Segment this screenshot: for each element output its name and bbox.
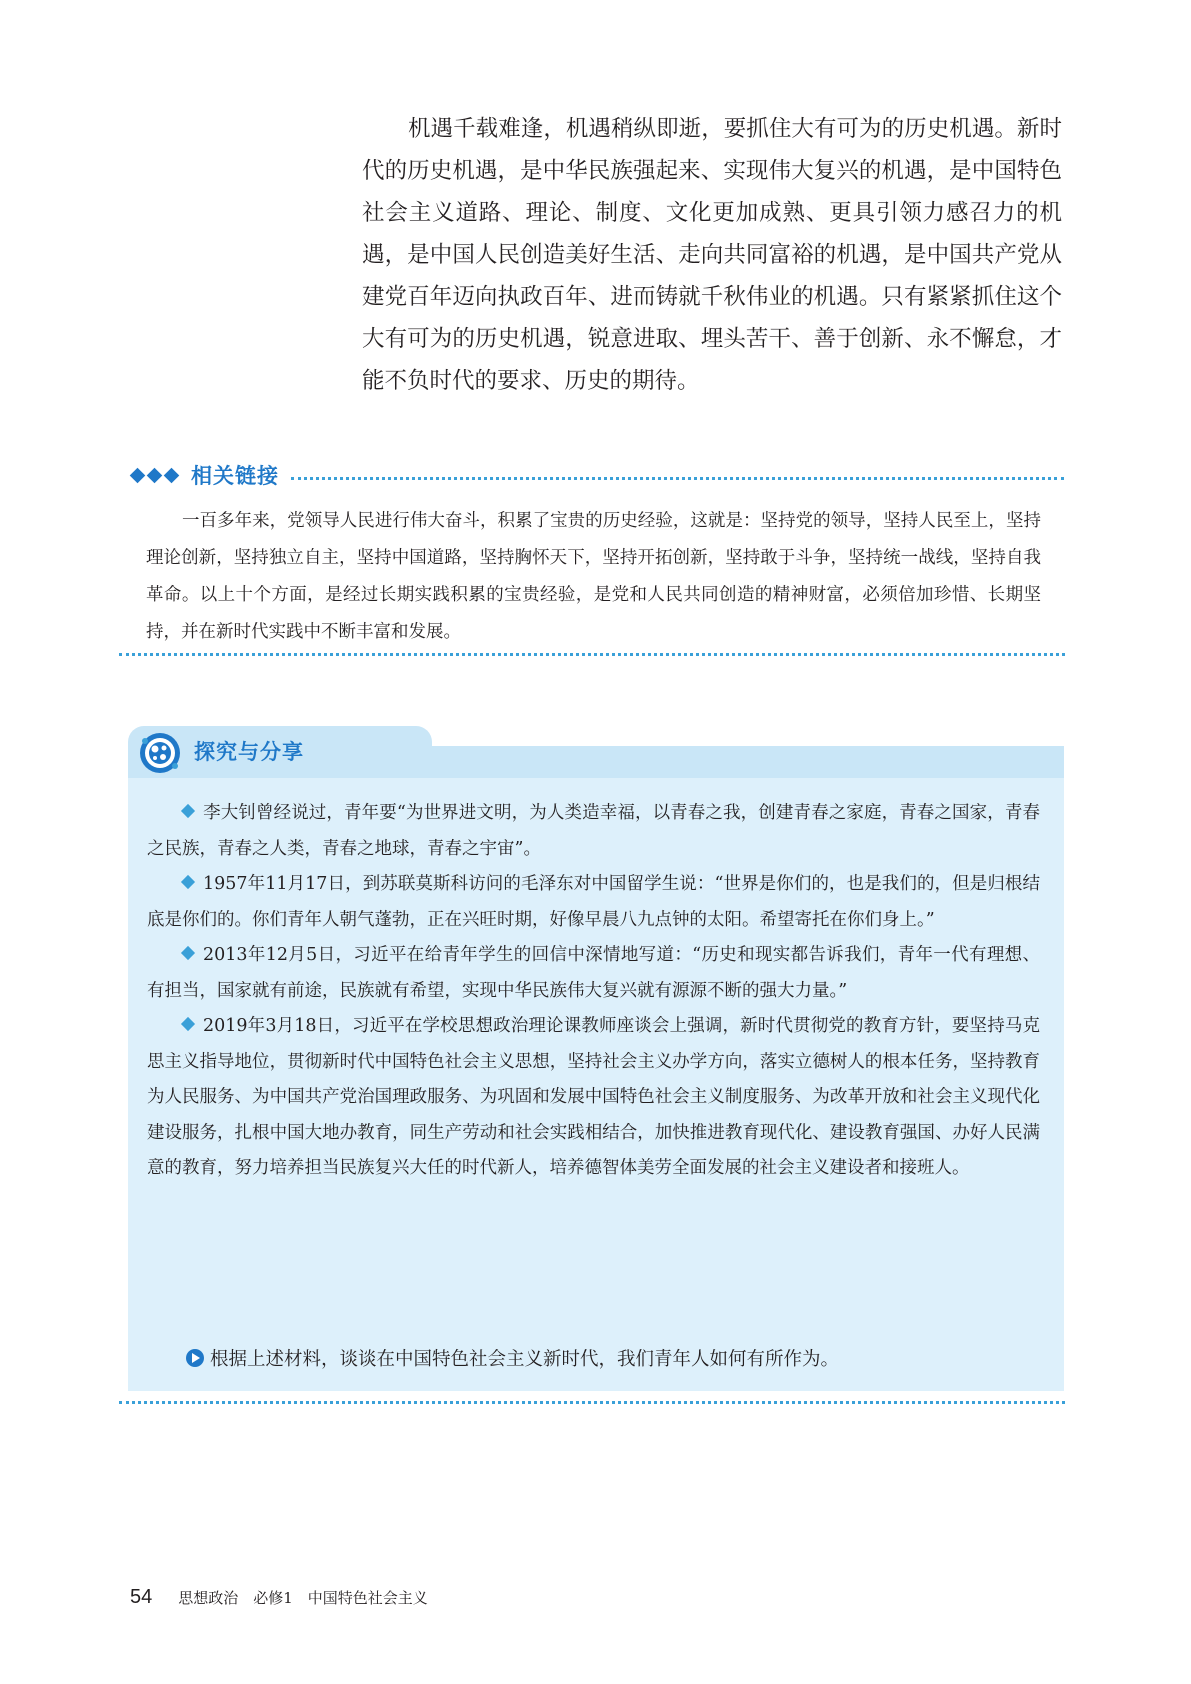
dotted-divider [291,477,1064,480]
discussion-question [186,1345,839,1371]
list-item: 2013年12月5日，习近平在给青年学生的回信中深情地写道：“历史和现实都告诉我们，青年一代有理想、有担当，国家就有前途，民族就有希望，实现中华民族伟大复兴就有源源不断的强大力量。” [147,945,1040,1001]
diamond-bullet-icon [181,1017,195,1031]
play-arrow-icon [186,1349,204,1367]
list-item: 2019年3月18日，习近平在学校思想政治理论课教师座谈会上强调，新时代贯彻党的教育方针，要坚持马克思主义指导地位，贯彻新时代中国特色社会主义思想，坚持社会主义办学方向，落实立德树人的根本任务，坚持教育为人民服务、为中国共产党治国理政服务、为巩固和发展中国特色社会主义制度服务、为改革开放和社会主义现代化建设服务，扎根中国大地办教育，同生产劳动和社会实践相结合，加快推进教育现代化、建设教育强国、办好人民满意的教育，努力培养担当民族复兴大任的时代新人，培养德智体美劳全面发展的社会主义建设者和接班人。 [147,1016,1040,1178]
list-item: 李大钊曾经说过，青年要“为世界进文明，为人类造幸福，以青春之我，创建青春之家庭，青春之国家，青春之民族，青春之人类，青春之地球，青春之宇宙”。 [147,803,1040,859]
book-title: 思想政治 必修1 中国特色社会主义 [178,1589,428,1607]
explore-share-icon [138,731,182,775]
diamond-bullet-icon [181,875,195,889]
related-link-body: 一百多年来，党领导人民进行伟大奋斗，积累了宝贵的历史经验，这就是：坚持党的领导，坚持人民至上，坚持理论创新，坚持独立自主，坚持中国道路，坚持胸怀天下，坚持开拓创新，坚持敢于斗争，坚持统一战线，坚持自我革命。以上十个方面，是经过长期实践积累的宝贵经验，是党和人民共同创造的精神财富，必须倍加珍惜、长期坚持，并在新时代实践中不断丰富和发展。 [146,511,1041,642]
dotted-divider [119,1401,1065,1404]
question-text: 根据上述材料，谈谈在中国特色社会主义新时代，我们青年人如何有所作为。 [210,1349,840,1370]
explore-share-title: 探究与分享 [194,740,304,764]
related-link-title: 相关链接 [191,464,279,488]
diamond-bullet-icon [181,946,195,960]
page-number: 54 [130,1586,153,1608]
page-footer [130,1586,428,1609]
diamond-icon [132,470,177,481]
main-paragraph: 机遇千载难逢，机遇稍纵即逝，要抓住大有可为的历史机遇。新时代的历史机遇，是中华民族强起来、实现伟大复兴的机遇，是中国特色社会主义道路、理论、制度、文化更加成熟、更具引领力感召力的机遇，是中国人民创造美好生活、走向共同富裕的机遇，是中国共产党从建党百年迈向执政百年、进而铸就千秋伟业的机遇。只有紧紧抓住这个大有可为的历史机遇，锐意进取、埋头苦干、善于创新、永不懈怠，才能不负时代的要求、历史的期待。 [362,116,1062,394]
related-link-header [132,458,1064,492]
explore-share-content [147,796,1040,1187]
dotted-divider [119,653,1065,656]
list-item: 1957年11月17日，到苏联莫斯科访问的毛泽东对中国留学生说：“世界是你们的，也是我们的，但是归根结底是你们的。你们青年人朝气蓬勃，正在兴旺时期，好像早晨八九点钟的太阳。希望寄托在你们身上。” [147,874,1040,930]
diamond-bullet-icon [181,804,195,818]
